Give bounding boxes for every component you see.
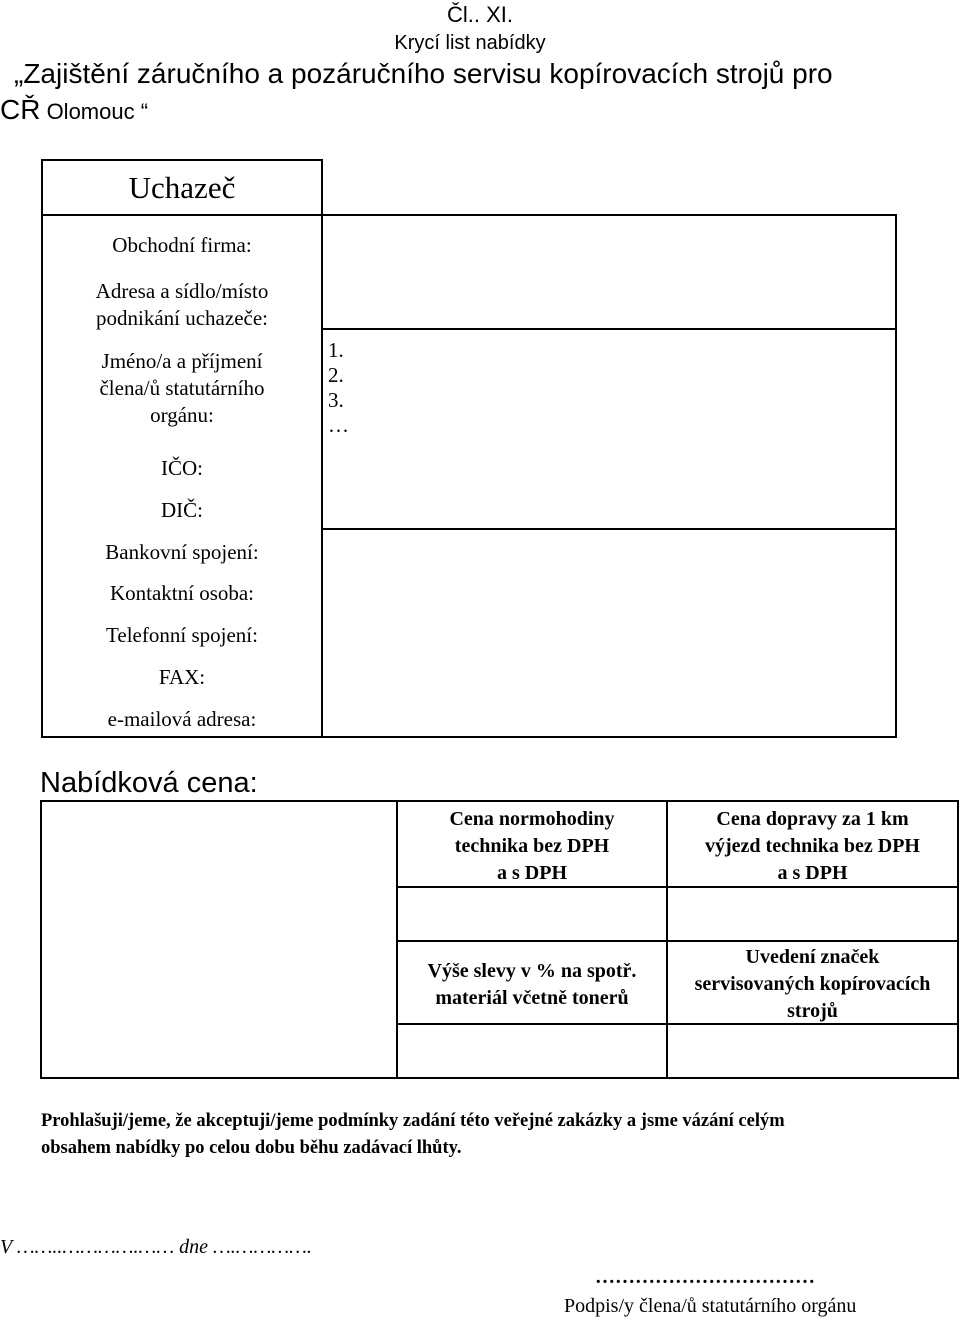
title-abbr: CŘ xyxy=(0,94,41,125)
declaration xyxy=(41,1108,785,1162)
statutory-item-2: 2. xyxy=(328,363,344,387)
label-address-line1: Adresa a sídlo/místo xyxy=(95,279,269,303)
price-discount-header-line1: Výše slevy v % na spotř. xyxy=(427,960,637,982)
price-discount-header-line2: materiál včetně tonerů xyxy=(435,987,629,1009)
label-fax: FAX: xyxy=(158,665,206,689)
price-brands-header-line3: strojů xyxy=(787,1000,838,1022)
statutory-item-more: … xyxy=(328,413,349,437)
document-title-line2 xyxy=(0,94,148,126)
price-col1-header-line1: Cena normohodiny xyxy=(449,808,615,830)
document-title-line1: „Zajištění záručního a pozáručního servisu kopírovacích strojů pro xyxy=(14,58,833,89)
statutory-item-1: 1. xyxy=(328,338,344,362)
declaration-line2: obsahem nabídky po celou dobu běhu zadávací lhůty. xyxy=(41,1138,462,1158)
price-discount-header xyxy=(398,958,666,1012)
label-dic: DIČ: xyxy=(161,498,203,522)
label-bank: Bankovní spojení: xyxy=(105,540,259,564)
price-brands-header-line2: servisovaných kopírovacích xyxy=(694,973,931,995)
price-col2-header-line1: Cena dopravy za 1 km xyxy=(716,808,909,830)
label-statutory-line3: orgánu: xyxy=(150,403,214,427)
label-address-line2: podnikání uchazeče: xyxy=(96,306,268,330)
label-statutory-line1: Jméno/a a příjmení xyxy=(101,349,263,373)
statutory-list xyxy=(328,338,349,438)
label-contact-person: Kontaktní osoba: xyxy=(109,581,255,605)
label-email: e-mailová adresa: xyxy=(107,707,257,731)
place-date-line: V ……..………….…… dne ….…………. xyxy=(0,1236,312,1258)
declaration-line1: Prohlašuji/jeme, že akceptuji/jeme podmínky zadání této veřejné zakázky a jsme vázání celým xyxy=(41,1111,785,1131)
price-heading: Nabídková cena: xyxy=(40,767,258,799)
price-col1-header-line2: technika bez DPH xyxy=(454,835,610,857)
title-city: Olomouc “ xyxy=(40,99,149,124)
price-col1-header xyxy=(398,806,666,887)
price-col2-header-line3: a s DPH xyxy=(777,862,848,884)
label-ico: IČO: xyxy=(161,456,203,480)
document-subtitle: Krycí list nabídky xyxy=(394,32,546,54)
signature-caption: Podpis/y člena/ů statutárního orgánu xyxy=(564,1295,857,1317)
signature-line: …………………………… xyxy=(595,1266,815,1288)
statutory-item-3: 3. xyxy=(328,388,344,412)
bidder-heading: Uchazeč xyxy=(128,170,236,205)
price-col2-header-line2: výjezd technika bez DPH xyxy=(705,835,920,857)
price-col2-header xyxy=(668,806,957,887)
label-phone: Telefonní spojení: xyxy=(106,623,258,647)
label-statutory-line2: člena/ů statutárního xyxy=(99,376,265,400)
label-business-name: Obchodní firma: xyxy=(112,233,252,257)
price-col1-header-line3: a s DPH xyxy=(497,862,567,884)
price-brands-header xyxy=(668,944,957,1025)
article-number: Čl.. XI. xyxy=(446,2,513,27)
price-brands-header-line1: Uvedení značek xyxy=(745,946,880,968)
